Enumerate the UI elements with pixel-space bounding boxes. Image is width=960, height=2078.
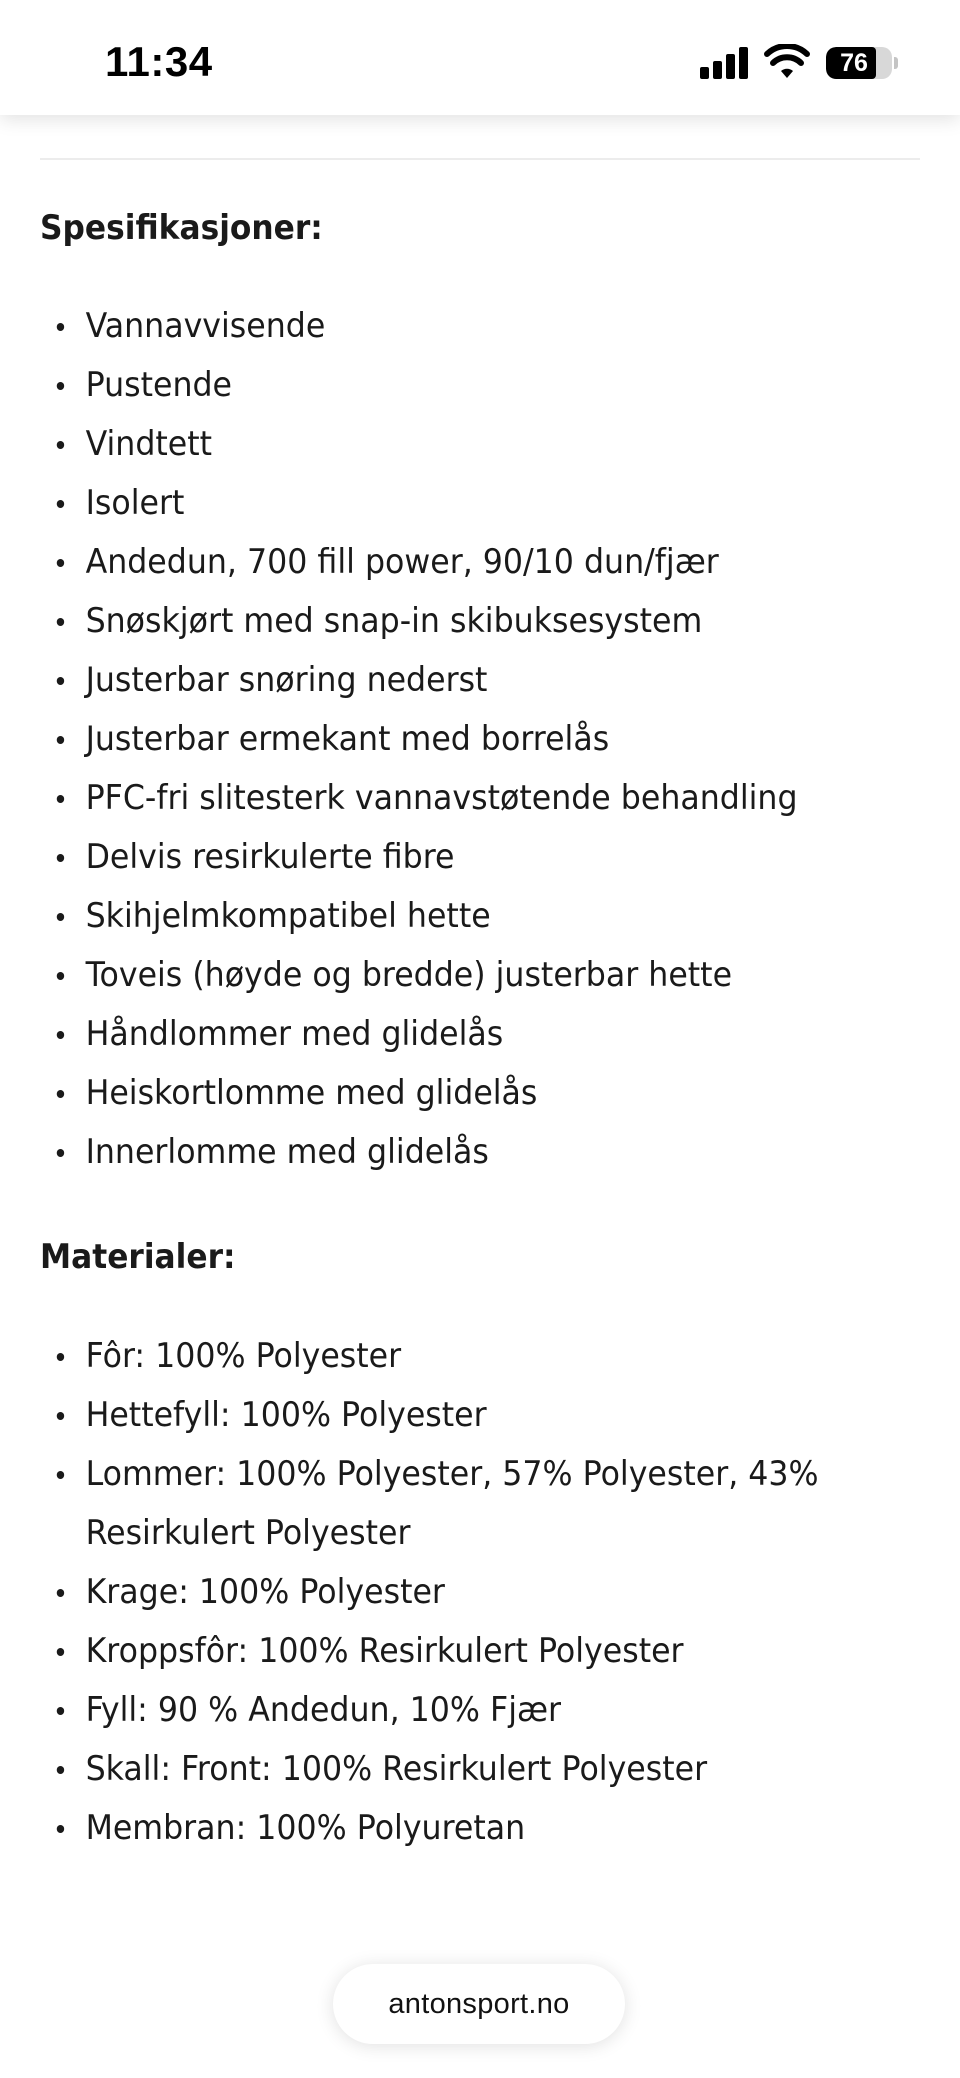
list-item: Håndlommer med glidelås <box>40 1005 784 1064</box>
list-item: Lommer: 100% Polyester, 57% Polyester, 43% <box>40 1445 784 1504</box>
list-item: Heiskortlomme med glidelås <box>40 1064 784 1123</box>
list-item: Andedun, 700 fill power, 90/10 dun/fjær <box>40 533 784 592</box>
battery-body <box>826 47 892 79</box>
list-item: Toveis (høyde og bredde) justerbar hette <box>40 946 784 1005</box>
specifications-heading: Spesifikasjoner: <box>40 208 323 248</box>
list-item: Fyll: 90 % Andedun, 10% Fjær <box>40 1681 784 1740</box>
list-item: Skihjelmkompatibel hette <box>40 887 784 946</box>
list-item: Pustende <box>40 356 784 415</box>
wifi-icon <box>764 44 810 80</box>
battery-icon <box>826 47 898 79</box>
list-item: Snøskjørt med snap-in skibuksesystem <box>40 592 784 651</box>
list-item: Delvis resirkulerte fibre <box>40 828 784 887</box>
signal-icon <box>700 47 750 79</box>
list-item: Justerbar ermekant med borrelås <box>40 710 784 769</box>
list-item: Fôr: 100% Polyester <box>40 1327 784 1386</box>
materials-list <box>40 1327 840 1858</box>
battery-percent: 76 <box>840 49 868 77</box>
list-item: Isolert <box>40 474 784 533</box>
content-divider <box>40 158 920 160</box>
status-time: 11:34 <box>105 38 213 85</box>
list-item: Innerlomme med glidelås <box>40 1123 784 1182</box>
materials-heading: Materialer: <box>40 1237 236 1277</box>
status-bar <box>0 0 960 115</box>
address-bar-domain[interactable]: antonsport.no <box>333 1964 625 2044</box>
list-item: Resirkulert Polyester <box>85 1513 411 1553</box>
list-item: Krage: 100% Polyester <box>40 1563 784 1622</box>
list-item: Vannavvisende <box>40 297 784 356</box>
battery-tip <box>894 57 898 69</box>
specifications-list <box>40 297 840 1182</box>
list-item: Membran: 100% Polyuretan <box>40 1799 784 1858</box>
list-item: Kroppsfôr: 100% Resirkulert Polyester <box>40 1622 784 1681</box>
list-item: PFC-fri slitesterk vannavstøtende behandling <box>40 769 784 828</box>
list-item: Vindtett <box>40 415 784 474</box>
list-item: Justerbar snøring nederst <box>40 651 784 710</box>
list-item: Hettefyll: 100% Polyester <box>40 1386 784 1445</box>
list-item: Skall: Front: 100% Resirkulert Polyester <box>40 1740 784 1799</box>
